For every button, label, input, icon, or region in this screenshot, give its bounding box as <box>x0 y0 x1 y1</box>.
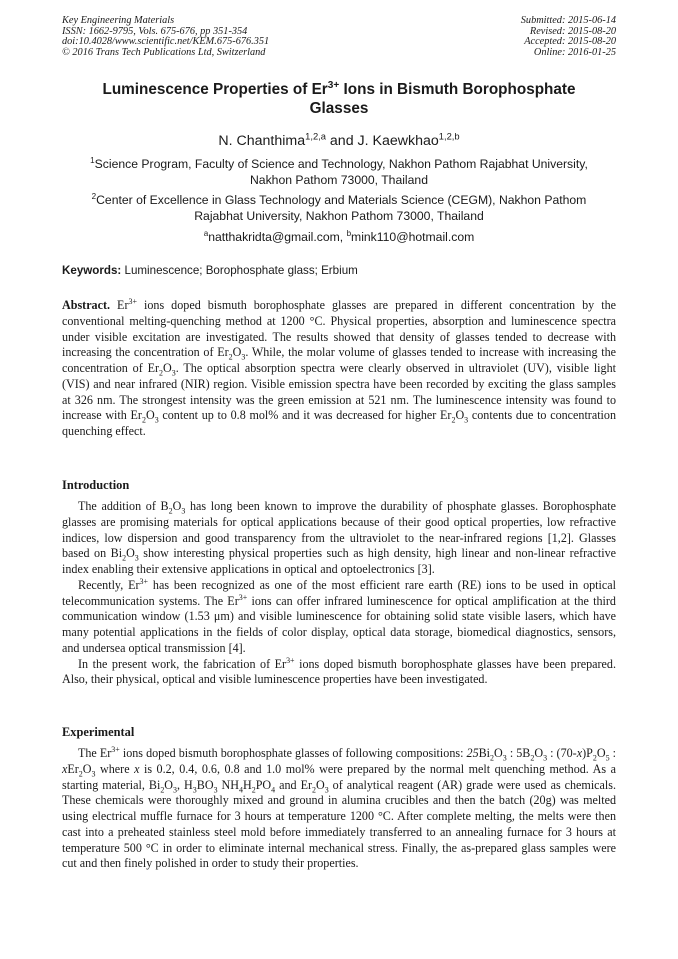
e-b7: 2 <box>78 769 83 779</box>
i1-b2: 3 <box>181 506 186 516</box>
abstract-paragraph <box>62 298 616 440</box>
e-t4: O <box>494 746 503 760</box>
i1-b4: 3 <box>134 553 139 563</box>
abs-b5: 2 <box>141 415 146 425</box>
copyright: © 2016 Trans Tech Publications Ltd, Switzerland <box>62 46 266 58</box>
e-t18: NH <box>217 777 239 792</box>
e-t8: )P <box>582 746 593 760</box>
intro-paragraph-2 <box>62 578 616 657</box>
i3-s1: 3+ <box>286 655 295 665</box>
introduction-body <box>62 499 616 688</box>
authors <box>62 133 616 149</box>
abstract <box>62 298 616 440</box>
abs-t1: Er <box>110 298 129 312</box>
affiliation-1 <box>62 157 616 189</box>
i2-t2: has been recognized as one of the most efficient rare earth (RE) ions to be used in optical telecommunication systems. The Er <box>62 577 616 608</box>
keywords-text: Luminescence; Borophosphate glass; Erbium <box>121 264 358 277</box>
e-b17: 3 <box>324 784 329 794</box>
page-header <box>62 16 616 58</box>
e-b15: 4 <box>271 784 276 794</box>
e-b5: 2 <box>592 753 597 763</box>
e-t3: Bi <box>478 746 491 760</box>
e-t23: of analytical reagent (AR) grade were used as chemicals. These chemicals were thoroughly mixed and ground in alumina crucibles and then the batch (20g) was melted using electrical muffle furnace for 3 hours at temperature 1200 °C. After complete melting, the melts were then cast into a preheated stainless steel mold before immediately transferred to an annealing furnace for 3 hours at temperature 500 °C in order to eliminate internal mechanical stress. Finally, the as-prepared glass samples were cut and then finely polished in order to study their properties. <box>62 777 617 871</box>
submitted-date: Submitted: 2015-06-14 <box>520 15 616 26</box>
abs-b3: 2 <box>159 368 164 378</box>
dates-info <box>521 16 616 58</box>
i2-s1: 3+ <box>139 576 149 586</box>
abs-t6: . The optical absorption spectra were clearly observed in ultraviolet (UV), visible light (VIS) and near infrared (NIR) region. Visible emission spectra have been recorded by exciting the glass samples at 326 nm. The strongest intensity was the green emission at 521 nm. The luminescence intensity was found to increase with Er <box>62 361 616 423</box>
journal-name: Key Engineering Materials <box>62 15 175 26</box>
author-1: N. Chanthima <box>218 133 306 149</box>
aff1-num: 1 <box>90 155 95 165</box>
author-1-sup: 1,2,a <box>305 131 326 142</box>
e-t10: : <box>609 746 616 760</box>
e-t2: ions doped bismuth borophosphate glasses of following compositions: <box>119 746 467 760</box>
e-b4: 3 <box>543 753 548 763</box>
affiliation-2 <box>62 193 616 225</box>
e-s1: 3+ <box>111 744 120 754</box>
abs-s1: 3+ <box>128 296 137 306</box>
e-t15: O <box>164 777 174 792</box>
abs-b7: 2 <box>451 415 456 425</box>
accepted-date: Accepted: 2015-08-20 <box>524 36 616 48</box>
i1-t5: show interesting physical properties such as high density, high linear and non-linear refractive index enabling their extensive applications in optical and optoelectronics [3]. <box>62 546 616 576</box>
keywords-label: Keywords: <box>62 264 122 277</box>
e-i1: 25 <box>466 746 479 760</box>
aff2-line1: Center of Excellence in Glass Technology and Materials Science (CEGM), Nakhon Pathom <box>96 193 587 207</box>
i1-t2: O <box>172 499 182 513</box>
section-heading-introduction: Introduction <box>62 478 130 492</box>
i1-b3: 2 <box>122 553 127 563</box>
abs-t2: ions doped bismuth borophosphate glasses are prepared in different concentration by the conventional melting-quenching method at 1200 °C. Physical properties, absorption and luminescence spectra under visible excitation are investigated. The results showed that density of glasses tended to decrease with increasing the concentration of Er <box>62 298 616 360</box>
section-heading-experimental: Experimental <box>62 725 135 739</box>
i1-t1: The addition of B <box>78 499 169 513</box>
e-b3: 2 <box>530 753 535 763</box>
e-t5: : 5B <box>506 746 531 760</box>
title-line2: Glasses <box>309 100 369 117</box>
e-t19: H <box>242 777 252 792</box>
e-b13: 4 <box>239 784 243 794</box>
aff1-line1: Science Program, Faculty of Science and Technology, Nakhon Pathom Rajabhat University, <box>94 157 588 171</box>
e-t6: O <box>534 746 544 760</box>
e-t22: O <box>315 777 325 792</box>
e-t13: where <box>95 761 135 776</box>
e-t14: is 0.2, 0.4, 0.6, 0.8 and 1.0 mol% were prepared by the normal melt quenching method. As a starting material, Bi <box>62 761 616 792</box>
e-b9: 2 <box>160 784 165 794</box>
e-t1: The Er <box>78 746 112 760</box>
abs-t5: O <box>163 361 172 375</box>
experimental-body <box>62 746 616 872</box>
e-t7: : (70- <box>547 746 577 760</box>
e-t12: O <box>82 761 92 776</box>
e-b8: 3 <box>91 769 96 779</box>
e-b14: 2 <box>251 784 256 794</box>
author-2: and J. Kaewkhao <box>325 133 439 149</box>
e-t16: , H <box>177 777 193 792</box>
author-2-sup: 1,2,b <box>438 131 460 142</box>
doi: doi:10.4028/www.scientific.net/KEM.675-676.351 <box>62 36 270 48</box>
e-t17: BO <box>196 777 214 792</box>
journal-info <box>62 16 269 58</box>
i1-t4: O <box>126 546 135 561</box>
e-i2: x <box>576 746 583 760</box>
online-date: Online: 2016-01-25 <box>533 46 616 58</box>
i2-s2: 3+ <box>238 592 248 602</box>
i3-t2: ions doped bismuth borophosphate glasses have been prepared. Also, their physical, optical and visible luminescence properties have been investigated. <box>62 656 616 687</box>
email-b-mark: b <box>346 228 352 238</box>
abs-b4: 3 <box>171 368 176 378</box>
issn: ISSN: 1662-9795, Vols. 675-676, pp 351-354 <box>62 25 248 37</box>
i2-t3: ions can offer infrared luminescence for optical amplification at the third communication window (1.53 μm) and visible luminescence for obtaining solid state visible lasers, which have many potential applications in the fields of color display, optical data storage, biomedical diagnostics, sensors, and undersea optical transmission [4]. <box>62 593 616 655</box>
keywords <box>62 264 616 277</box>
aff1-line2: Nakhon Pathom 73000, Thailand <box>250 172 428 187</box>
abs-b2: 3 <box>241 352 246 362</box>
i2-t1: Recently, Er <box>78 577 140 592</box>
abs-t9: O <box>455 408 465 423</box>
abs-b1: 2 <box>228 352 233 362</box>
e-t21: and Er <box>275 777 312 792</box>
experimental-paragraph <box>62 746 616 872</box>
revised-date: Revised: 2015-08-20 <box>529 25 616 37</box>
intro-paragraph-3 <box>62 657 616 689</box>
abs-t3: O <box>232 345 242 360</box>
e-b11: 3 <box>192 784 197 794</box>
e-b2: 3 <box>502 753 507 763</box>
i1-b1: 2 <box>168 506 173 516</box>
e-t11: Er <box>67 761 79 776</box>
abs-t4: . While, the molar volume of glasses tended to increase with increasing the concentration of Er <box>62 345 616 375</box>
abstract-label: Abstract. <box>62 298 111 312</box>
title-sup: 3+ <box>327 79 340 91</box>
e-b12: 3 <box>213 784 218 794</box>
intro-paragraph-1 <box>62 499 616 578</box>
abs-t7: O <box>145 408 155 423</box>
i3-t1: In the present work, the fabrication of Er <box>78 656 287 671</box>
email-a-mark: a <box>203 228 209 238</box>
e-b16: 2 <box>312 784 316 794</box>
e-b6: 5 <box>605 753 610 763</box>
abs-b6: 3 <box>154 415 159 425</box>
title-text: Luminescence Properties of Er <box>102 81 328 98</box>
e-b1: 2 <box>490 753 495 763</box>
e-t20: PO <box>255 777 272 792</box>
e-i3: x <box>62 761 68 776</box>
paper-title <box>62 80 616 118</box>
i1-t3: has long been known to improve the durability of phosphate glasses. Borophosphate glasses are promising materials for optical applications because of their good optical properties, low refractive indices, low dispersion and good transparency from the ultraviolet to the near-infrared regions [1,2]. Glasses based on Bi <box>62 499 616 561</box>
abs-t10: contents due to concentration quenching effect. <box>62 408 617 438</box>
email-b-link[interactable]: mink110@hotmail.com <box>351 230 475 244</box>
abs-b8: 3 <box>464 415 469 425</box>
emails <box>62 230 616 246</box>
abs-t8: content up to 0.8 mol% and it was decreased for higher Er <box>158 408 452 423</box>
aff2-line2: Rajabhat University, Nakhon Pathom 73000, Thailand <box>194 208 484 223</box>
email-a-link[interactable]: natthakridta@gmail.com, <box>208 230 347 244</box>
e-b10: 3 <box>173 784 178 794</box>
title-text-2: Ions in Bismuth Borophosphate <box>339 81 576 98</box>
e-i4: x <box>134 761 140 776</box>
e-t9: O <box>596 746 606 760</box>
aff2-num: 2 <box>91 191 97 201</box>
